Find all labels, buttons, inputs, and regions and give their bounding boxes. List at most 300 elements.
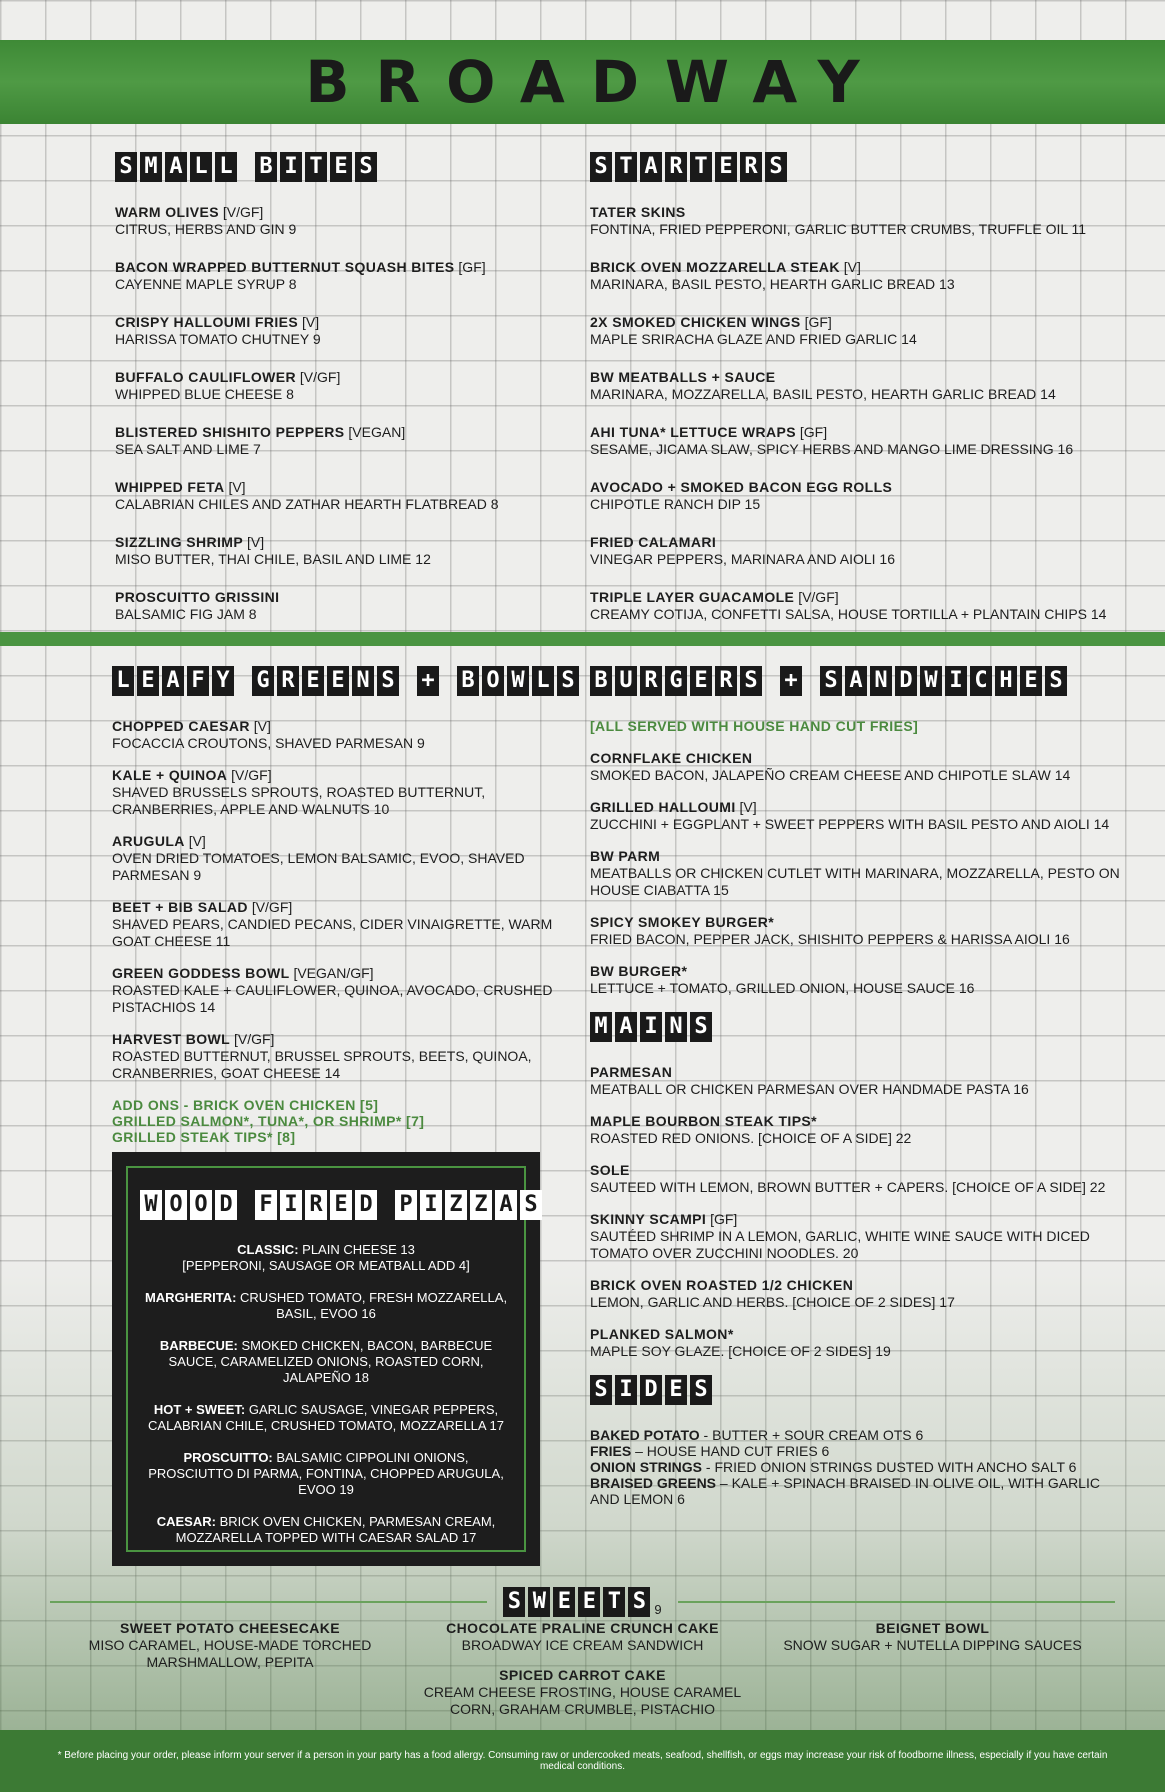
menu-item-name: FRIED CALAMARI [590,534,717,550]
menu-item-description: HARISSA TOMATO CHUTNEY 9 [115,331,321,347]
menu-item-name: SKINNY SCAMPI [590,1211,707,1227]
heading-letter: E [690,666,712,696]
heading-letter: S [590,1375,612,1405]
menu-item-title [590,1113,1130,1130]
heading-letter: S [503,1587,525,1617]
dietary-tag: [GF] [799,424,828,440]
menu-item-name: SPICY SMOKEY BURGER* [590,914,775,930]
side-item [590,1475,1130,1507]
menu-item-title [112,1031,572,1048]
menu-item-description: CREAMY COTIJA, CONFETTI SALSA, HOUSE TORTILLA + PLANTAIN CHIPS 14 [590,606,1107,622]
burgers-mains-sides-section [590,666,1130,1507]
allergy-disclaimer [0,1730,1165,1792]
menu-item [112,767,572,818]
menu-item-description: MAPLE SOY GLAZE. [CHOICE OF 2 SIDES] 19 [590,1343,891,1359]
menu-item [590,914,1130,948]
heading-letter: W [507,666,529,696]
sweet-name: SWEET POTATO CHEESECAKE [120,1620,340,1636]
heading-letter: E [553,1587,575,1617]
heading-gap [240,152,252,182]
menu-item-title [590,369,1130,386]
menu-item-description: OVEN DRIED TOMATOES, LEMON BALSAMIC, EVOO, SHAVED PARMESAN 9 [112,850,525,883]
menu-item-name: BLISTERED SHISHITO PEPPERS [115,424,345,440]
section-note: [ALL SERVED WITH HOUSE HAND CUT FRIES] [590,718,919,734]
menu-item-description: CALABRIAN CHILES AND ZATHAR HEARTH FLATBREAD 8 [115,496,499,512]
dietary-tag: [GF] [458,259,486,275]
heading-gap [380,1190,392,1220]
dietary-tag: [V] [739,799,757,815]
heading-letter: L [112,666,134,696]
menu-item-title [115,314,555,331]
heading-letter: E [330,1190,352,1220]
dietary-tag: [V/GF] [234,1031,275,1047]
dietary-tag: [GF] [710,1211,738,1227]
menu-item-description: MEATBALLS OR CHICKEN CUTLET WITH MARINARA, MOZZARELLA, PESTO ON HOUSE CIABATTA 15 [590,865,1120,898]
section-divider [0,632,1165,646]
menu-item [590,479,1130,513]
heading-letter: Y [212,666,234,696]
menu-item [590,1211,1130,1262]
menu-item-title [115,369,555,386]
heading-letter: E [1020,666,1042,696]
menu-item-title [590,1162,1130,1179]
pizza-name: PROSCUITTO: [183,1450,273,1465]
side-description: – HOUSE HAND CUT FRIES 6 [631,1443,830,1459]
menu-item-description: SHAVED PEARS, CANDIED PECANS, CIDER VINAIGRETTE, WARM GOAT CHEESE 11 [112,916,553,949]
menu-item-name: CHOPPED CAESAR [112,718,250,734]
menu-item [590,314,1130,348]
menu-item [590,963,1130,997]
menu-item [112,833,572,884]
menu-item [112,965,572,1016]
sweet-name: BEIGNET BOWL [875,1620,990,1636]
heading-letter: B [457,666,479,696]
dietary-tag: [V] [302,314,320,330]
heading-gap [805,666,817,696]
menu-item-description: FRIED BACON, PEPPER JACK, SHISHITO PEPPERS & HARISSA AIOLI 16 [590,931,1070,947]
menu-item-name: BW PARM [590,848,661,864]
pizza-item [140,1290,512,1322]
menu-item [590,1162,1130,1196]
menu-item-description: ROASTED RED ONIONS. [CHOICE OF A SIDE] 22 [590,1130,912,1146]
heading-letter: B [255,152,277,182]
heading-letter: + [780,666,802,696]
dietary-tag: [V/GF] [222,204,264,220]
menu-item-title [115,204,555,221]
heading-letter: E [665,1375,687,1405]
dietary-tag: [V/GF] [798,589,839,605]
pizza-extra: [PEPPERONI, SAUSAGE OR MEATBALL ADD 4] [182,1258,470,1273]
heading-letter: I [420,1190,442,1220]
heading-letter: E [578,1587,600,1617]
menu-item-name: BUFFALO CAULIFLOWER [115,369,297,385]
heading-letter: B [590,666,612,696]
menu-item-title [590,799,1130,816]
menu-item-description: VINEGAR PEPPERS, MARINARA AND AIOLI 16 [590,551,895,567]
dietary-tag: [VEGAN] [348,424,406,440]
menu-item-name: WHIPPED FETA [115,479,225,495]
menu-item-title [115,424,555,441]
sweet-description: SNOW SUGAR + NUTELLA DIPPING SAUCES [783,1637,1082,1653]
side-name: ONION STRINGS [590,1459,703,1475]
heading-letter: W [528,1587,550,1617]
menu-item-name: BRICK OVEN MOZZARELLA STEAK [590,259,840,275]
menu-item-description: ROASTED BUTTERNUT, BRUSSEL SPROUTS, BEETS, QUINOA, CRANBERRIES, GOAT CHEESE 14 [112,1048,532,1081]
sweet-item [60,1620,400,1671]
menu-item-description: CITRUS, HERBS AND GIN 9 [115,221,297,237]
starters-section [590,152,1130,644]
pizza-item [140,1450,512,1498]
side-name: FRIES [590,1443,632,1459]
menu-item-name: AHI TUNA* LETTUCE WRAPS [590,424,796,440]
menu-item-description: SMOKED BACON, JALAPEÑO CREAM CHEESE AND CHIPOTLE SLAW 14 [590,767,1071,783]
menu-item-name: KALE + QUINOA [112,767,228,783]
menu-item-description: MISO BUTTER, THAI CHILE, BASIL AND LIME 12 [115,551,431,567]
heading-letter: N [870,666,892,696]
heading-letter: A [165,152,187,182]
menu-item [590,750,1130,784]
pizza-panel-inner [126,1166,538,1552]
menu-item-description: MEATBALL OR CHICKEN PARMESAN OVER HANDMADE PASTA 16 [590,1081,1029,1097]
disclaimer-text: * Before placing your order, please inform your server if a person in your party has a food allergy. Consuming raw or undercooked meats, seafood, shellfish, or eggs may increase your risk of foodborne illness, especially if you have certain medical conditions. [57,1750,1108,1772]
menu-item-name: SIZZLING SHRIMP [115,534,244,550]
menu-item-name: SOLE [590,1162,630,1178]
heading-letter: S [355,152,377,182]
heading-gap [765,666,777,696]
menu-item-name: CORNFLAKE CHICKEN [590,750,753,766]
heading-gap [240,1190,252,1220]
pizza-name: MARGHERITA: [144,1290,237,1305]
pizza-description: PLAIN CHEESE 13 [298,1242,415,1257]
pizza-panel [112,1152,540,1566]
menu-item-title [590,424,1130,441]
heading-letter: S [115,152,137,182]
section-heading [590,1012,712,1042]
heading-letter: S [820,666,842,696]
menu-item-name: MAPLE BOURBON STEAK TIPS* [590,1113,818,1129]
menu-item [590,1277,1130,1311]
dietary-tag: [V] [247,534,265,550]
menu-item-name: CRISPY HALLOUMI FRIES [115,314,299,330]
heading-letter: I [945,666,967,696]
heading-letter: I [280,152,302,182]
menu-item-description: SESAME, JICAMA SLAW, SPICY HERBS AND MANGO LIME DRESSING 16 [590,441,1074,457]
heading-letter: Z [445,1190,467,1220]
pizza-description: GARLIC SAUSAGE, VINEGAR PEPPERS, CALABRIAN CHILE, CRUSHED TOMATO, MOZZARELLA 17 [148,1402,504,1433]
pizza-name: BARBECUE: [159,1338,238,1353]
heading-letter: T [690,152,712,182]
heading-letter: S [1045,666,1067,696]
side-description: - FRIED ONION STRINGS DUSTED WITH ANCHO SALT 6 [702,1459,1077,1475]
heading-letter: + [417,666,439,696]
sweets-rule-right [678,1601,1115,1603]
menu-item [590,259,1130,293]
menu-item-title [590,914,1130,931]
heading-letter: T [615,152,637,182]
menu-item-name: GREEN GODDESS BOWL [112,965,290,981]
add-on-line: GRILLED STEAK TIPS* [8] [112,1129,296,1145]
menu-item-name: PARMESAN [590,1064,673,1080]
sweet-description: MISO CARAMEL, HOUSE-MADE TORCHED MARSHMALLOW, PEPITA [88,1637,372,1670]
pizza-item [140,1338,512,1386]
side-item [590,1443,1130,1459]
side-name: BAKED POTATO [590,1427,700,1443]
menu-item-name: TATER SKINS [590,204,686,220]
heading-gap [442,666,454,696]
greens-section [112,666,575,1145]
pizza-description: SMOKED CHICKEN, BACON, BARBECUE SAUCE, CARAMELIZED ONIONS, ROASTED CORN, JALAPEÑO 18 [168,1338,493,1385]
menu-item-title [590,204,1130,221]
dietary-tag: [V/GF] [299,369,341,385]
menu-item-name: TRIPLE LAYER GUACAMOLE [590,589,795,605]
heading-letter: D [895,666,917,696]
menu-item-description: FONTINA, FRIED PEPPERONI, GARLIC BUTTER CRUMBS, TRUFFLE OIL 11 [590,221,1087,237]
heading-letter: E [327,666,349,696]
heading-letter: R [740,152,762,182]
side-item [590,1459,1130,1475]
heading-letter: S [590,152,612,182]
dietary-tag: [V] [228,479,246,495]
pizza-item [140,1402,512,1434]
heading-letter: A [640,152,662,182]
menu-item [112,718,572,752]
heading-letter: G [252,666,274,696]
menu-item [590,369,1130,403]
heading-letter: P [395,1190,417,1220]
menu-item-name: BRICK OVEN ROASTED 1/2 CHICKEN [590,1277,854,1293]
section-heading [590,666,1067,696]
heading-letter: C [970,666,992,696]
heading-letter: T [305,152,327,182]
menu-item-description: SEA SALT AND LIME 7 [115,441,261,457]
menu-item-name: AVOCADO + SMOKED BACON EGG ROLLS [590,479,893,495]
heading-letter: L [532,666,554,696]
menu-item [590,848,1130,899]
menu-item-title [590,534,1130,551]
menu-item [590,799,1130,833]
heading-letter: E [330,152,352,182]
section-heading [140,1190,542,1220]
menu-item-name: PLANKED SALMON* [590,1326,734,1342]
menu-item-description: MAPLE SRIRACHA GLAZE AND FRIED GARLIC 14 [590,331,917,347]
heading-letter: S [690,1375,712,1405]
menu-item-title [112,833,572,850]
menu-item-description: SHAVED BRUSSELS SPROUTS, ROASTED BUTTERNUT, CRANBERRIES, APPLE AND WALNUTS 10 [112,784,486,817]
header-banner [0,40,1165,124]
menu-item [115,204,555,238]
menu-item [590,424,1130,458]
side-item [590,1427,1130,1443]
sweets-price: 9 [654,1602,662,1617]
section-heading [115,152,377,182]
menu-item [115,589,555,623]
menu-item-description: ZUCCHINI + EGGPLANT + SWEET PEPPERS WITH BASIL PESTO AND AIOLI 14 [590,816,1110,832]
heading-letter: N [665,1012,687,1042]
menu-item [115,534,555,568]
heading-letter: I [640,1012,662,1042]
sweet-item [410,1620,755,1654]
pizza-description: BRICK OVEN CHICKEN, PARMESAN CREAM, MOZZARELLA TOPPED WITH CAESAR SALAD 17 [175,1514,496,1545]
heading-letter: R [640,666,662,696]
menu-item [590,589,1130,623]
sweet-item [780,1620,1085,1654]
pizza-description: CRUSHED TOMATO, FRESH MOZZARELLA, BASIL, EVOO 16 [236,1290,508,1321]
menu-item [115,479,555,513]
sweet-name: SPICED CARROT CAKE [499,1667,666,1683]
heading-letter: D [355,1190,377,1220]
sweet-description: CREAM CHEESE FROSTING, HOUSE CARAMEL CORN, GRAHAM CRUMBLE, PISTACHIO [423,1684,742,1717]
pizza-name: HOT + SWEET: [153,1402,246,1417]
dietary-tag: [V] [253,718,271,734]
heading-letter: N [352,666,374,696]
side-name: BRAISED GREENS [590,1475,717,1491]
menu-item-title [115,589,555,606]
pizza-item [140,1242,512,1274]
restaurant-title: BROADWAY [305,48,886,116]
menu-item-name: BW MEATBALLS + SAUCE [590,369,776,385]
menu-item-title [112,899,572,916]
pizza-description: BALSAMIC CIPPOLINI ONIONS, PROSCIUTTO DI PARMA, FONTINA, CHOPPED ARUGULA, EVOO 19 [148,1450,504,1497]
menu-item-title [590,479,1130,496]
menu-item [112,899,572,950]
menu-item-name: 2X SMOKED CHICKEN WINGS [590,314,801,330]
heading-letter: A [615,1012,637,1042]
menu-item-title [590,1211,1130,1228]
dietary-tag: [VEGAN/GF] [293,965,374,981]
sweet-description: BROADWAY ICE CREAM SANDWICH [461,1637,704,1653]
heading-letter: M [140,152,162,182]
heading-letter: A [845,666,867,696]
heading-letter: E [302,666,324,696]
heading-letter: O [190,1190,212,1220]
mains-section [590,1012,1130,1360]
heading-letter: E [137,666,159,696]
menu-item [115,314,555,348]
menu-item-title [590,589,1130,606]
sweet-item [410,1667,755,1718]
heading-gap [237,666,249,696]
pizza-name: CAESAR: [156,1514,216,1529]
heading-letter: I [280,1190,302,1220]
pizza-name: CLASSIC: [237,1242,299,1257]
menu-item-title [590,314,1130,331]
pizza-item [140,1514,512,1546]
menu-item-name: WARM OLIVES [115,204,219,220]
sweets-rule-left [50,1601,487,1603]
sweet-name: CHOCOLATE PRALINE CRUNCH CAKE [446,1620,719,1636]
section-heading [503,1587,650,1617]
menu-item-description: WHIPPED BLUE CHEESE 8 [115,386,294,402]
heading-letter: D [640,1375,662,1405]
menu-item-name: ARUGULA [112,833,185,849]
side-description: - BUTTER + SOUR CREAM OTS 6 [699,1427,924,1443]
menu-item-name: GRILLED HALLOUMI [590,799,736,815]
menu-item-title [115,479,555,496]
heading-letter: A [495,1190,517,1220]
menu-item-title [112,767,572,784]
sweets-header [50,1582,1115,1622]
menu-item-description: BALSAMIC FIG JAM 8 [115,606,257,622]
menu-item [590,1326,1130,1360]
menu-item [590,534,1130,568]
heading-letter: D [215,1190,237,1220]
heading-letter: T [603,1587,625,1617]
menu-item-name: BEET + BIB SALAD [112,899,248,915]
menu-item [115,369,555,403]
menu-item-title [590,259,1130,276]
menu-item-title [590,848,1130,865]
menu-item-description: CAYENNE MAPLE SYRUP 8 [115,276,297,292]
add-on-line: GRILLED SALMON*, TUNA*, OR SHRIMP* [7] [112,1113,425,1129]
menu-item-name: PROSCUITTO GRISSINI [115,589,280,605]
menu-item-description: MARINARA, BASIL PESTO, HEARTH GARLIC BREAD 13 [590,276,955,292]
menu-item-name: BW BURGER* [590,963,688,979]
dietary-tag: [V/GF] [231,767,272,783]
heading-gap [402,666,414,696]
sides-section [590,1375,1130,1507]
heading-letter: A [162,666,184,696]
menu-item-name: BACON WRAPPED BUTTERNUT SQUASH BITES [115,259,455,275]
menu-item-title [590,963,1130,980]
heading-letter: O [165,1190,187,1220]
heading-letter: W [920,666,942,696]
heading-letter: R [665,152,687,182]
heading-letter: M [590,1012,612,1042]
menu-item-description: SAUTEED WITH LEMON, BROWN BUTTER + CAPERS. [CHOICE OF A SIDE] 22 [590,1179,1106,1195]
menu-item [115,259,555,293]
menu-item-title [115,534,555,551]
menu-item-description: LEMON, GARLIC AND HERBS. [CHOICE OF 2 SIDES] 17 [590,1294,955,1310]
heading-letter: L [215,152,237,182]
menu-item-name: HARVEST BOWL [112,1031,231,1047]
heading-letter: S [765,152,787,182]
heading-letter: F [255,1190,277,1220]
heading-letter: S [557,666,579,696]
heading-letter: S [628,1587,650,1617]
add-on-line: ADD ONS - BRICK OVEN CHICKEN [5] [112,1097,379,1113]
dietary-tag: [V] [843,259,861,275]
menu-item [115,424,555,458]
section-heading [112,666,579,696]
heading-letter: S [690,1012,712,1042]
menu-item [590,1113,1130,1147]
menu-item-title [115,259,555,276]
heading-letter: S [377,666,399,696]
side-description: – KALE + SPINACH BRAISED IN OLIVE OIL, WITH GARLIC AND LEMON 6 [590,1475,1100,1507]
menu-item [590,204,1130,238]
heading-letter: E [715,152,737,182]
heading-letter: L [190,152,212,182]
menu-item-description: FOCACCIA CROUTONS, SHAVED PARMESAN 9 [112,735,425,751]
section-heading [590,152,787,182]
heading-letter: O [482,666,504,696]
dietary-tag: [GF] [804,314,832,330]
dietary-tag: [V/GF] [251,899,293,915]
menu-item-title [112,718,572,735]
dietary-tag: [V] [188,833,206,849]
heading-letter: H [995,666,1017,696]
menu-item-title [590,750,1130,767]
menu-item [590,1064,1130,1098]
section-heading [590,1375,712,1405]
menu-item-title [590,1064,1130,1081]
menu-item-description: SAUTÉED SHRIMP IN A LEMON, GARLIC, WHITE WINE SAUCE WITH DICED TOMATO OVER ZUCCHINI NOODLES. 20 [590,1228,1090,1261]
heading-letter: R [715,666,737,696]
heading-letter: Z [470,1190,492,1220]
heading-letter: W [140,1190,162,1220]
heading-letter: R [305,1190,327,1220]
menu-item-title [590,1277,1130,1294]
